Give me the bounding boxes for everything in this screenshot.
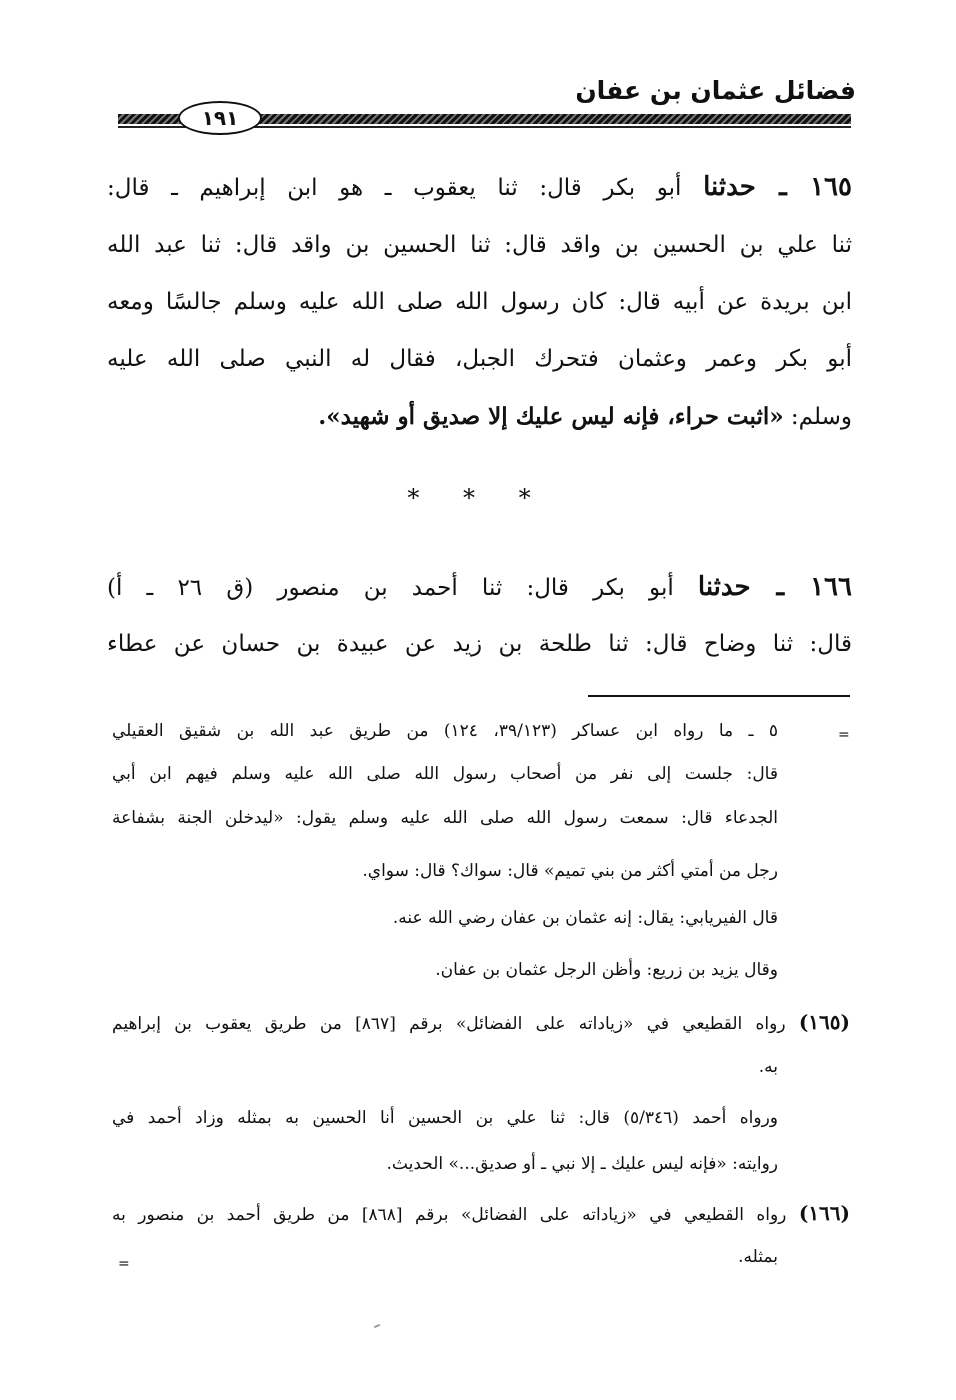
hadith-165-quote: «اثبت حراء، فإنه ليس عليك إلا صديق أو شهيد».: [318, 403, 784, 430]
page-number: ١٩١: [178, 101, 262, 135]
hadith-165-line-4: أبو بكر وعمر وعثمان فتحرك الجبل، فقال له النبي صلى الله عليه: [107, 346, 852, 372]
hadith-165-lead: ١٦٥ ـ حدثنا: [703, 172, 852, 202]
footnote-5-line-3: الجدعاء قال: سمعت رسول الله صلى الله عليه وسلم يقول: «ليدخلن الجنة بشفاعة: [112, 808, 778, 828]
footnote-166-label: (١٦٦): [798, 1201, 851, 1225]
footnote-5-line-2: قال: جلست إلى نفر من أصحاب رسول الله صلى الله عليه وسلم فيهم ابن أبي: [112, 764, 778, 784]
footnote-165-extra-1: ورواه أحمد (٥/٣٤٦) قال: ثنا علي بن الحسين أنا الحسين به بمثله وزاد أحمد في: [112, 1108, 778, 1128]
footnote-5-extra-2: وقال يزيد بن زريع: وأظن الرجل عثمان بن عفان.: [435, 960, 778, 980]
section-separator-stars: * * *: [407, 484, 549, 512]
footnote-5-line-4: رجل من أمتي أكثر من بني تميم» قال: سواك؟ قال: سواي.: [362, 861, 778, 881]
hadith-166-line-2: قال: ثنا وضاح قال: ثنا طلحة بن زيد عن عبيدة بن حسان عن عطاء: [107, 631, 852, 657]
hadith-165-line-3: ابن بريدة عن أبيه قال: كان رسول الله صلى الله عليه وسلم جالسًا ومعه: [107, 289, 852, 315]
footnote-166-line-2: بمثله.: [738, 1247, 778, 1267]
running-header-title: فضائل عثمان بن عفان: [575, 76, 856, 105]
hadith-165-line-5: [107, 402, 852, 432]
hadith-165-line-2: ثنا علي بن الحسين بن واقد قال: ثنا الحسين بن واقد قال: ثنا عبد الله: [107, 232, 852, 258]
footnote-165-line-2: به.: [758, 1057, 778, 1077]
footnote-165-label: (١٦٥): [798, 1010, 850, 1034]
hadith-165-line-1: [107, 172, 852, 203]
footnote-166-line-1: [112, 1200, 850, 1228]
footnote-165-line-1: [112, 1009, 850, 1037]
footnote-separator-rule: [588, 695, 850, 697]
hadith-166-line-1-text: أبو بكر قال: ثنا أحمد بن منصور (ق ٢٦ ـ أ): [107, 575, 698, 601]
footnote-165-text: رواه القطيعي في «زياداته على الفضائل» برقم [٨٦٧] من طريق يعقوب بن إبراهيم: [112, 1014, 786, 1034]
hadith-165-line-1-text: أبو بكر قال: ثنا يعقوب ـ هو ابن إبراهيم ـ قال:: [107, 175, 704, 201]
footnote-end-mark: =: [118, 1256, 130, 1272]
hadith-166-line-1: [107, 572, 852, 603]
hadith-166-lead: ١٦٦ ـ حدثنا: [697, 572, 852, 602]
footnote-165-extra-2: روايته: «فإنه ليس عليك ـ إلا نبي ـ أو صديق...» الحديث.: [386, 1154, 778, 1174]
footnote-5-extra-1: قال الفيريابي: يقال: إنه عثمان بن عفان رضي الله عنه.: [392, 908, 778, 928]
footnote-166-text: رواه القطيعي في «زياداته على الفضائل» برقم [٨٦٨] من طريق أحمد بن منصور به: [112, 1205, 787, 1225]
scan-speck: [374, 1324, 380, 1328]
footnote-continuation-mark: =: [838, 727, 850, 743]
hadith-165-line-5-lead: وسلم:: [783, 404, 852, 430]
footnote-5-line-1: ٥ ـ ما رواه ابن عساكر (٣٩/١٢٣، ١٢٤) من طريق عبد الله بن شقيق العقيلي: [112, 721, 779, 741]
